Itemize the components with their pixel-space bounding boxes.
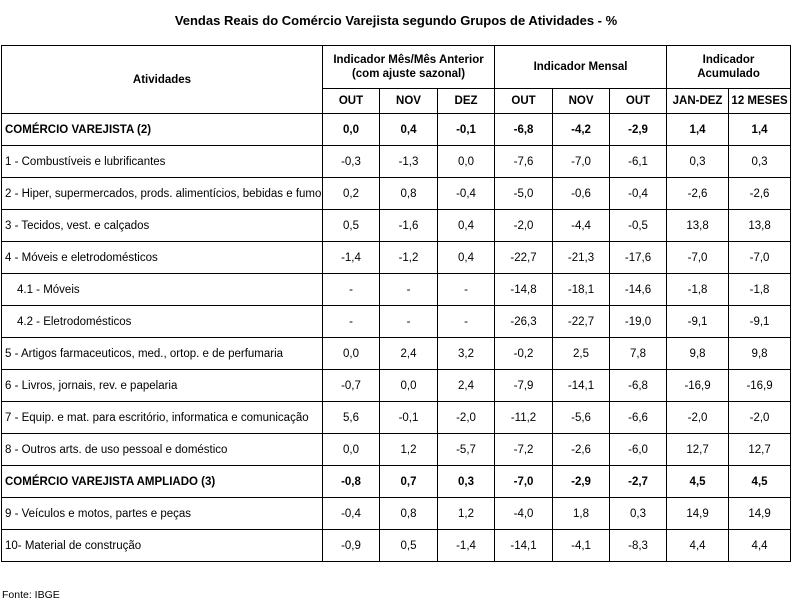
row-value: -6,8 [610,370,667,402]
row-label: 3 - Tecidos, vest. e calçados [2,210,323,242]
row-value: 0,2 [323,178,380,210]
row-label: 4.1 - Móveis [2,274,323,306]
row-value: - [438,306,495,338]
row-label: 10- Material de construção [2,530,323,562]
subheader-1: NOV [380,89,438,114]
row-value: -18,1 [553,274,610,306]
row-value: -2,0 [438,402,495,434]
row-value: 0,3 [438,466,495,498]
row-value: 0,5 [323,210,380,242]
row-value: 2,4 [380,338,438,370]
row-value: -7,9 [495,370,553,402]
row-value: 1,4 [667,114,729,146]
row-value: 0,8 [380,498,438,530]
row-value: -1,4 [438,530,495,562]
row-value: -2,6 [667,178,729,210]
table-title: Vendas Reais do Comércio Varejista segundo Grupos de Atividades - % [174,13,618,28]
table-row [2,530,791,562]
row-value: -9,1 [667,306,729,338]
row-value: 1,8 [553,498,610,530]
row-label: COMÉRCIO VAREJISTA (2) [2,114,323,146]
table-row [2,178,791,210]
row-value: -14,1 [495,530,553,562]
subheader-0: OUT [323,89,380,114]
row-value: -2,0 [667,402,729,434]
row-value: -0,4 [438,178,495,210]
row-value: -1,4 [323,242,380,274]
table-row [2,274,791,306]
row-label: 5 - Artigos farmaceuticos, med., ortop. e de perfumaria [2,338,323,370]
header-atividades: Atividades [2,46,323,114]
row-value: -16,9 [667,370,729,402]
row-value: 12,7 [667,434,729,466]
subheader-5: OUT [610,89,667,114]
row-value: -5,0 [495,178,553,210]
subheader-2: DEZ [438,89,495,114]
row-value: - [380,274,438,306]
row-value: -7,2 [495,434,553,466]
row-value: 0,4 [438,242,495,274]
table-row [2,498,791,530]
table-row [2,306,791,338]
row-value: -19,0 [610,306,667,338]
row-value: 1,2 [438,498,495,530]
row-value: 0,4 [380,114,438,146]
row-value: -0,8 [323,466,380,498]
row-value: 2,4 [438,370,495,402]
row-label: 4.2 - Eletrodomésticos [2,306,323,338]
subheader-6: JAN-DEZ [667,89,729,114]
row-value: 9,8 [729,338,791,370]
row-label: COMÉRCIO VAREJISTA AMPLIADO (3) [2,466,323,498]
row-value: 0,4 [438,210,495,242]
row-value: 3,2 [438,338,495,370]
header-mes-mes-anterior: Indicador Mês/Mês Anterior (com ajuste sazonal) [323,46,495,89]
sales-table [1,45,791,562]
row-value: -6,8 [495,114,553,146]
row-value: -26,3 [495,306,553,338]
row-value: -2,0 [729,402,791,434]
row-label: 9 - Veículos e motos, partes e peças [2,498,323,530]
row-value: -9,1 [729,306,791,338]
row-value: -14,8 [495,274,553,306]
row-value: -7,0 [495,466,553,498]
row-value: - [438,274,495,306]
row-value: -14,1 [553,370,610,402]
row-value: -0,1 [438,114,495,146]
row-value: 13,8 [729,210,791,242]
row-value: -8,3 [610,530,667,562]
row-label: 7 - Equip. e mat. para escritório, informatica e comunicação [2,402,323,434]
row-value: -4,2 [553,114,610,146]
row-value: -2,9 [610,114,667,146]
table-row [2,402,791,434]
source-note: Fonte: IBGE [2,589,60,601]
table-row [2,210,791,242]
row-value: -4,4 [553,210,610,242]
header-indicador-acumulado: Indicador Acumulado [667,46,791,89]
row-value: 0,0 [380,370,438,402]
row-value: 0,0 [438,146,495,178]
row-value: 0,0 [323,114,380,146]
row-value: 4,5 [667,466,729,498]
row-value: -1,8 [729,274,791,306]
row-value: -0,7 [323,370,380,402]
row-value: 0,3 [610,498,667,530]
row-value: 1,2 [380,434,438,466]
row-value: -0,2 [495,338,553,370]
row-label: 6 - Livros, jornais, rev. e papelaria [2,370,323,402]
row-value: -7,0 [667,242,729,274]
row-value: -2,7 [610,466,667,498]
row-value: 0,0 [323,434,380,466]
row-label: 4 - Móveis e eletrodomésticos [2,242,323,274]
row-value: -1,2 [380,242,438,274]
row-value: -22,7 [495,242,553,274]
row-value: 9,8 [667,338,729,370]
row-value: -7,0 [553,146,610,178]
row-value: -0,6 [553,178,610,210]
row-value: -1,3 [380,146,438,178]
row-value: -1,6 [380,210,438,242]
row-value: -0,4 [610,178,667,210]
row-value: 4,5 [729,466,791,498]
row-value: -2,0 [495,210,553,242]
row-value: 4,4 [729,530,791,562]
row-value: - [323,306,380,338]
row-value: 0,5 [380,530,438,562]
row-value: -0,9 [323,530,380,562]
row-value: - [380,306,438,338]
row-value: -6,0 [610,434,667,466]
row-value: -17,6 [610,242,667,274]
row-value: - [323,274,380,306]
row-value: -1,8 [667,274,729,306]
row-value: -7,0 [729,242,791,274]
row-value: -22,7 [553,306,610,338]
row-value: -6,6 [610,402,667,434]
row-value: -2,6 [553,434,610,466]
table-row [2,114,791,146]
row-value: 13,8 [667,210,729,242]
row-value: 5,6 [323,402,380,434]
row-value: -16,9 [729,370,791,402]
row-value: -0,4 [323,498,380,530]
row-value: -5,7 [438,434,495,466]
row-value: -0,3 [323,146,380,178]
subheader-3: OUT [495,89,553,114]
row-label: 1 - Combustíveis e lubrificantes [2,146,323,178]
subheader-7: 12 MESES [729,89,791,114]
subheader-4: NOV [553,89,610,114]
row-value: 0,3 [729,146,791,178]
row-value: -7,6 [495,146,553,178]
row-value: -21,3 [553,242,610,274]
row-value: -6,1 [610,146,667,178]
row-value: 14,9 [667,498,729,530]
table-row [2,466,791,498]
table-row [2,242,791,274]
table-row [2,370,791,402]
row-value: 0,3 [667,146,729,178]
row-value: 0,0 [323,338,380,370]
row-value: 4,4 [667,530,729,562]
row-value: -11,2 [495,402,553,434]
row-value: -4,1 [553,530,610,562]
table-row [2,338,791,370]
row-value: -0,1 [380,402,438,434]
row-value: -0,5 [610,210,667,242]
row-label: 8 - Outros arts. de uso pessoal e doméstico [2,434,323,466]
row-value: 7,8 [610,338,667,370]
row-value: -5,6 [553,402,610,434]
row-value: 12,7 [729,434,791,466]
table-row [2,434,791,466]
row-value: -2,6 [729,178,791,210]
row-value: 0,7 [380,466,438,498]
row-value: -4,0 [495,498,553,530]
row-value: 1,4 [729,114,791,146]
row-value: -2,9 [553,466,610,498]
row-value: 14,9 [729,498,791,530]
table-row [2,146,791,178]
row-value: -14,6 [610,274,667,306]
row-label: 2 - Hiper, supermercados, prods. alimentícios, bebidas e fumo [2,178,323,210]
header-indicador-mensal: Indicador Mensal [495,46,667,89]
row-value: 2,5 [553,338,610,370]
row-value: 0,8 [380,178,438,210]
